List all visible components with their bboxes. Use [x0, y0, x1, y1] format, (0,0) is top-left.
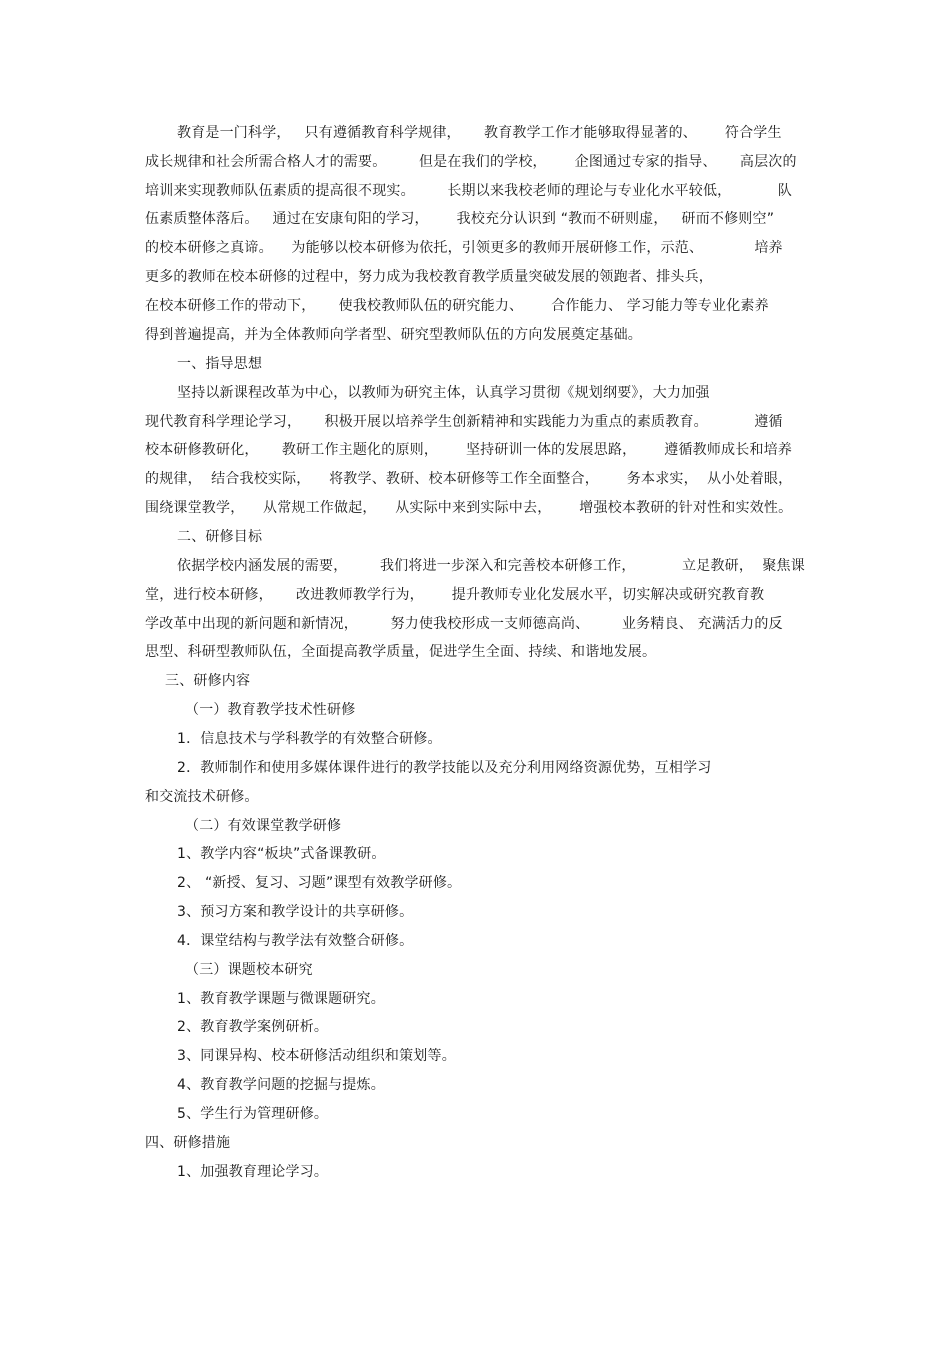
intro-line-3: 培训来实现教师队伍素质的提高很不现实。 长期以来我校老师的理论与专业化水平较低， 队 — [145, 183, 793, 199]
section-heading-measures: 四、研修措施 — [145, 1135, 231, 1151]
section1-line-3: 校本研修教研化， 教研工作主题化的原则， 坚持研训一体的发展思路， 遵循教师成长和培养 — [145, 442, 793, 458]
sub1-item-2-cont: 和交流技术研修。 — [145, 789, 259, 805]
section2-line-3: 学改革中出现的新问题和新情况， 努力使我校形成一支师德高尚、 业务精良、 充满活力的反 — [145, 616, 783, 632]
section1-line-5: 围绕课堂教学， 从常规工作做起， 从实际中来到实际中去， 增强校本教研的针对性和实效性。 — [145, 500, 793, 516]
section2-line-2: 堂，进行校本研修， 改进教师教学行为， 提升教师专业化发展水平，切实解决或研究教育教 — [145, 587, 765, 603]
section1-line-2: 现代教育科学理论学习， 积极开展以培养学生创新精神和实践能力为重点的素质教育。 遵循 — [145, 414, 783, 430]
subsection-heading-classroom: （二）有效课堂教学研修 — [185, 818, 342, 834]
intro-line-8: 得到普遍提高，并为全体教师向学者型、研究型教师队伍的方向发展奠定基础。 — [145, 327, 642, 343]
intro-line-1: 教育是一门科学， 只有遵循教育科学规律， 教育教学工作才能够取得显著的、 符合学生 — [177, 125, 782, 141]
sub3-item-3: 3、同课异构、校本研修活动组织和策划等。 — [177, 1048, 456, 1064]
intro-line-7: 在校本研修工作的带动下， 使我校教师队伍的研究能力、 合作能力、 学习能力等专业化素养 — [145, 298, 769, 314]
sub1-item-1: 1．信息技术与学科教学的有效整合研修。 — [177, 731, 442, 747]
subsection-heading-technical: （一）教育教学技术性研修 — [185, 702, 356, 718]
sub3-item-1: 1、教育教学课题与微课题研究。 — [177, 991, 385, 1007]
intro-line-2: 成长规律和社会所需合格人才的需要。 但是在我们的学校， 企图通过专家的指导、 高层次的 — [145, 154, 797, 170]
sub2-item-3: 3、预习方案和教学设计的共享研修。 — [177, 904, 414, 920]
sub1-item-2: 2．教师制作和使用多媒体课件进行的教学技能以及充分利用网络资源优势，互相学习 — [177, 760, 712, 776]
section4-item-1: 1、加强教育理论学习。 — [177, 1164, 329, 1180]
section-heading-guiding-ideology: 一、指导思想 — [177, 356, 263, 372]
section2-line-4: 思型、科研型教师队伍，全面提高教学质量，促进学生全面、持续、和谐地发展。 — [145, 644, 657, 660]
subsection-heading-research: （三）课题校本研究 — [185, 962, 313, 978]
sub3-item-4: 4、教育教学问题的挖掘与提炼。 — [177, 1077, 385, 1093]
intro-line-6: 更多的教师在校本研修的过程中，努力成为我校教育教学质量突破发展的领跑者、排头兵， — [145, 269, 713, 285]
intro-line-4: 伍素质整体落后。 通过在安康旬阳的学习， 我校充分认识到 “教而不研则虚， 研而不修则空” — [145, 211, 775, 227]
section-heading-goals: 二、研修目标 — [177, 529, 263, 545]
sub3-item-5: 5、学生行为管理研修。 — [177, 1106, 329, 1122]
section1-line-4: 的规律， 结合我校实际， 将教学、教研、校本研修等工作全面整合， 务本求实， 从小处着眼， — [145, 471, 793, 487]
section2-line-1: 依据学校内涵发展的需要， 我们将进一步深入和完善校本研修工作， 立足教研， 聚焦课 — [177, 558, 805, 574]
sub2-item-2: 2、 “新授、复习、习题”课型有效教学研修。 — [177, 875, 462, 891]
intro-line-5: 的校本研修之真谛。 为能够以校本研修为依托，引领更多的教师开展研修工作，示范、 培养 — [145, 240, 783, 256]
sub2-item-4: 4．课堂结构与教学法有效整合研修。 — [177, 933, 414, 949]
section-heading-content: 三、研修内容 — [165, 673, 251, 689]
sub3-item-2: 2、教育教学案例研析。 — [177, 1019, 329, 1035]
sub2-item-1: 1、教学内容“板块”式备课教研。 — [177, 846, 386, 862]
section1-line-1: 坚持以新课程改革为中心，以教师为研究主体，认真学习贯彻《规划纲要》，大力加强 — [177, 385, 710, 401]
